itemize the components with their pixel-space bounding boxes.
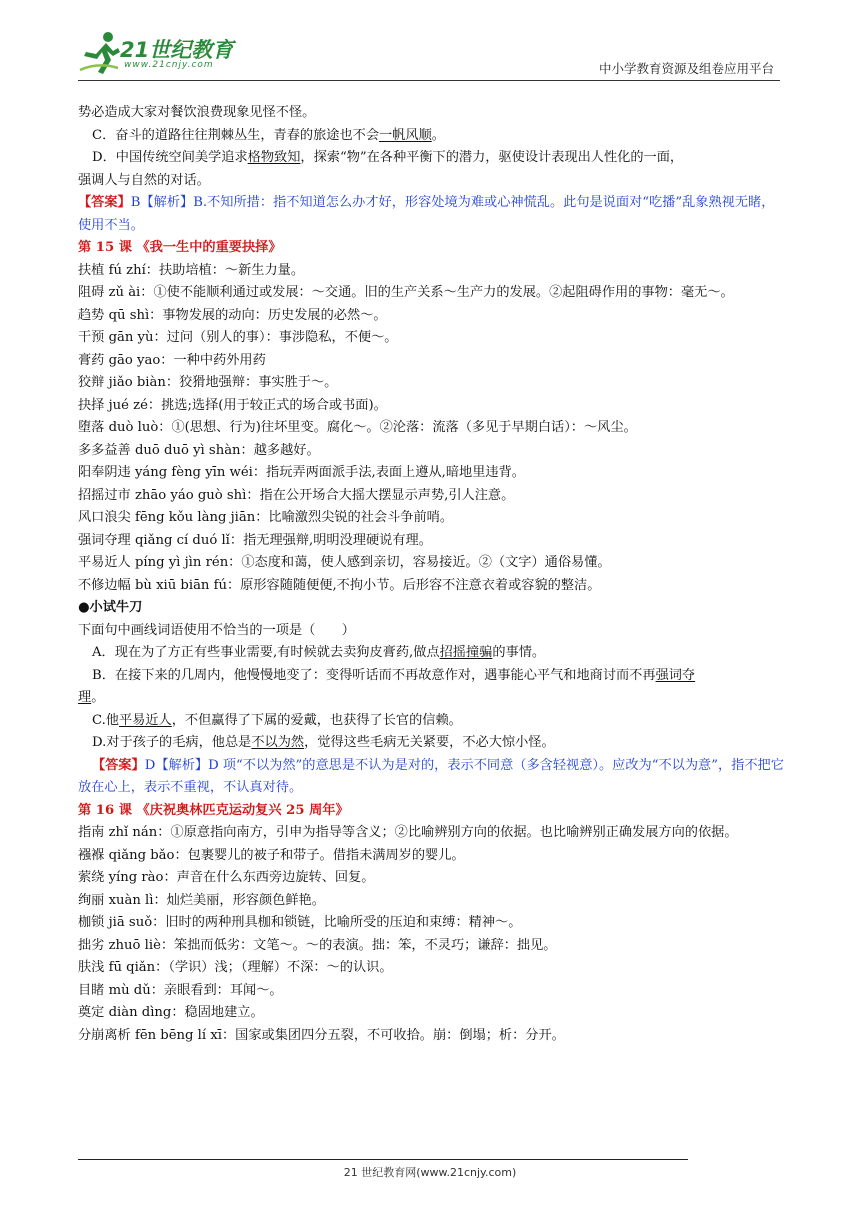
vocab-item: 分崩离析 fēn bēng lí xī：国家或集团四分五裂，不可收拾。崩：倒塌；析：分开。 [78,1027,565,1043]
vocab-item: 狡辩 jiǎo biàn：狡猾地强辩：事实胜于～。 [78,375,338,390]
page-header [78,22,780,84]
vocab-item: 肤浅 fū qiǎn：（学识）浅；（理解）不深：～的认识。 [78,960,393,975]
option-c: C.他平易近人，不但赢得了下属的爱戴，也获得了长官的信赖。 [92,712,462,728]
vocab-item: 襁褓 qiǎng bǎo：包裹婴儿的被子和带子。借指未满周岁的婴儿。 [78,847,465,863]
underlined-term: 招摇撞骗 [439,645,493,660]
vocab-item: 不修边幅 bù xiū biān fú：原形容随随便便,不拘小节。后形容不注意衣着或容貌的整洁。 [78,577,601,593]
option-c: C．奋斗的道路往往荆棘丛生，青春的旅途也不会一帆风顺。 [92,127,445,143]
vocab-item: 绚丽 xuàn lì：灿烂美丽，形容颜色鲜艳。 [78,892,325,908]
option-d: D．中国传统空间美学追求格物致知，探索“物”在各种平衡下的潜力，驱使设计表现出人性化的一面， [92,150,684,165]
document-body [78,102,784,1047]
underlined-term: 一帆风顺 [379,127,432,143]
text-line: 势必造成大家对餐饮浪费现象见怪不怪。 [78,105,316,120]
vocab-item: 强词夺理 qiǎng cí duó lǐ：指无理强辩,明明没理硬说有理。 [78,532,432,548]
vocab-item: 指南 zhǐ nán：①原意指向南方，引申为指导等含义；②比喻辨别方向的依据。也比喻辨别正确发展方向的依据。 [78,825,738,840]
lesson-15-title: 第 15 课 《我一生中的重要抉择》 [78,240,282,255]
underlined-term: 强词夺 [655,667,696,683]
underlined-term: 不以为然 [251,735,305,750]
answer-text: B【解析】B.不知所措：指不知道怎么办才好，形容处境为难或心神慌乱。此句是说面对“吃播”乱象熟视无睹，使用不当。 [78,195,775,233]
vocab-item: 平易近人 píng yì jìn rén：①态度和蔼，使人感到亲切，容易接近。②（文字）通俗易懂。 [78,555,611,570]
question-stem: 下面句中画线词语使用不恰当的一项是（ ） [78,622,355,638]
answer-2 [78,755,784,800]
vocab-item: 堕落 duò luò：①(思想、行为)往坏里变。腐化～。②沦落：流落（多见于早期白话）：～风尘。 [78,420,637,435]
vocab-item: 枷锁 jiā suǒ：旧时的两种刑具枷和锁链，比喻所受的压迫和束缚：精神～。 [78,915,522,930]
option-d: D.对于孩子的毛病，他总是不以为然，觉得这些毛病无关紧要，不必大惊小怪。 [92,735,555,750]
answer-tag: 【答案】 [78,195,131,210]
vocab-item: 抉择 jué zé：挑选;选择(用于较正式的场合或书面)。 [78,397,387,413]
footer-text: 21 世纪教育网(www.21cnjy.com) [343,1166,517,1179]
bullet-icon: ● [78,600,90,615]
underlined-term: 理 [78,690,92,705]
vocab-item: 扶植 fú zhí：扶助培植：～新生力量。 [78,262,305,278]
answer-tag: 【答案】 [92,757,145,773]
footer-divider [78,1159,688,1160]
vocab-item: 拙劣 zhuō liè：笨拙而低劣：文笔～。～的表演。拙：笨，不灵巧；谦辞：拙见。 [78,937,557,953]
vocab-item: 多多益善 duō duō yì shàn：越多越好。 [78,442,320,458]
platform-title: 中小学教育资源及组卷应用平台 [598,61,774,76]
underlined-term: 平易近人 [119,712,172,728]
answer-1 [78,192,784,237]
logo [78,30,268,80]
vocab-item: 阻碍 zǔ ài：①使不能顺利通过或发展：～交通。旧的生产关系～生产力的发展。②起阻碍作用的事物：毫无～。 [78,285,734,300]
header-divider [78,80,780,81]
vocab-item: 风口浪尖 fēng kǒu làng jiān：比喻激烈尖锐的社会斗争前哨。 [78,510,454,525]
runner-logo-icon [78,30,122,78]
vocab-item: 奠定 diàn dìng：稳固地建立。 [78,1005,264,1020]
option-a: A．现在为了方正有些事业需要,有时候就去卖狗皮膏药,做点招摇撞骗的事情。 [92,645,546,660]
logo-url: www.21cnjy.com [124,60,214,70]
vocab-item: 干预 gān yù：过问（别人的事）：事涉隐私，不便～。 [78,330,398,345]
text-line: 强调人与自然的对话。 [78,172,210,188]
answer-text: D【解析】D 项“不以为然”的意思是不认为是对的，表示不同意（多含轻视意）。应改为“不以为意”，指不把它放在心上，表示不重视，不认真对待。 [78,757,784,795]
lesson-16-title: 第 16 课 《庆祝奥林匹克运动复兴 25 周年》 [78,802,349,818]
vocab-item: 招摇过市 zhāo yáo guò shì：指在公开场合大摇大摆显示声势,引人注意。 [78,487,515,503]
underlined-term: 格物致知 [247,150,301,165]
vocab-item: 趋势 qū shì：事物发展的动向：历史发展的必然～。 [78,307,387,323]
option-b: B．在接下来的几周内，他慢慢地变了：变得听话而不再故意作对，遇事能心平气和地商讨而不再强词夺 理。 [78,667,696,705]
vocab-item: 目睹 mù dǔ：亲眼看到：耳闻～。 [78,982,283,998]
vocab-item: 萦绕 yíng rào：声音在什么东西旁边旋转、回复。 [78,870,375,885]
vocab-item: 阳奉阴违 yáng fèng yīn wéi：指玩弄两面派手法,表面上遵从,暗地里违背。 [78,465,525,480]
logo-text: 21世纪教育 [120,38,234,62]
vocab-item: 膏药 gāo yao：一种中药外用药 [78,352,266,368]
practice-heading: ●小试牛刀 [78,600,143,615]
